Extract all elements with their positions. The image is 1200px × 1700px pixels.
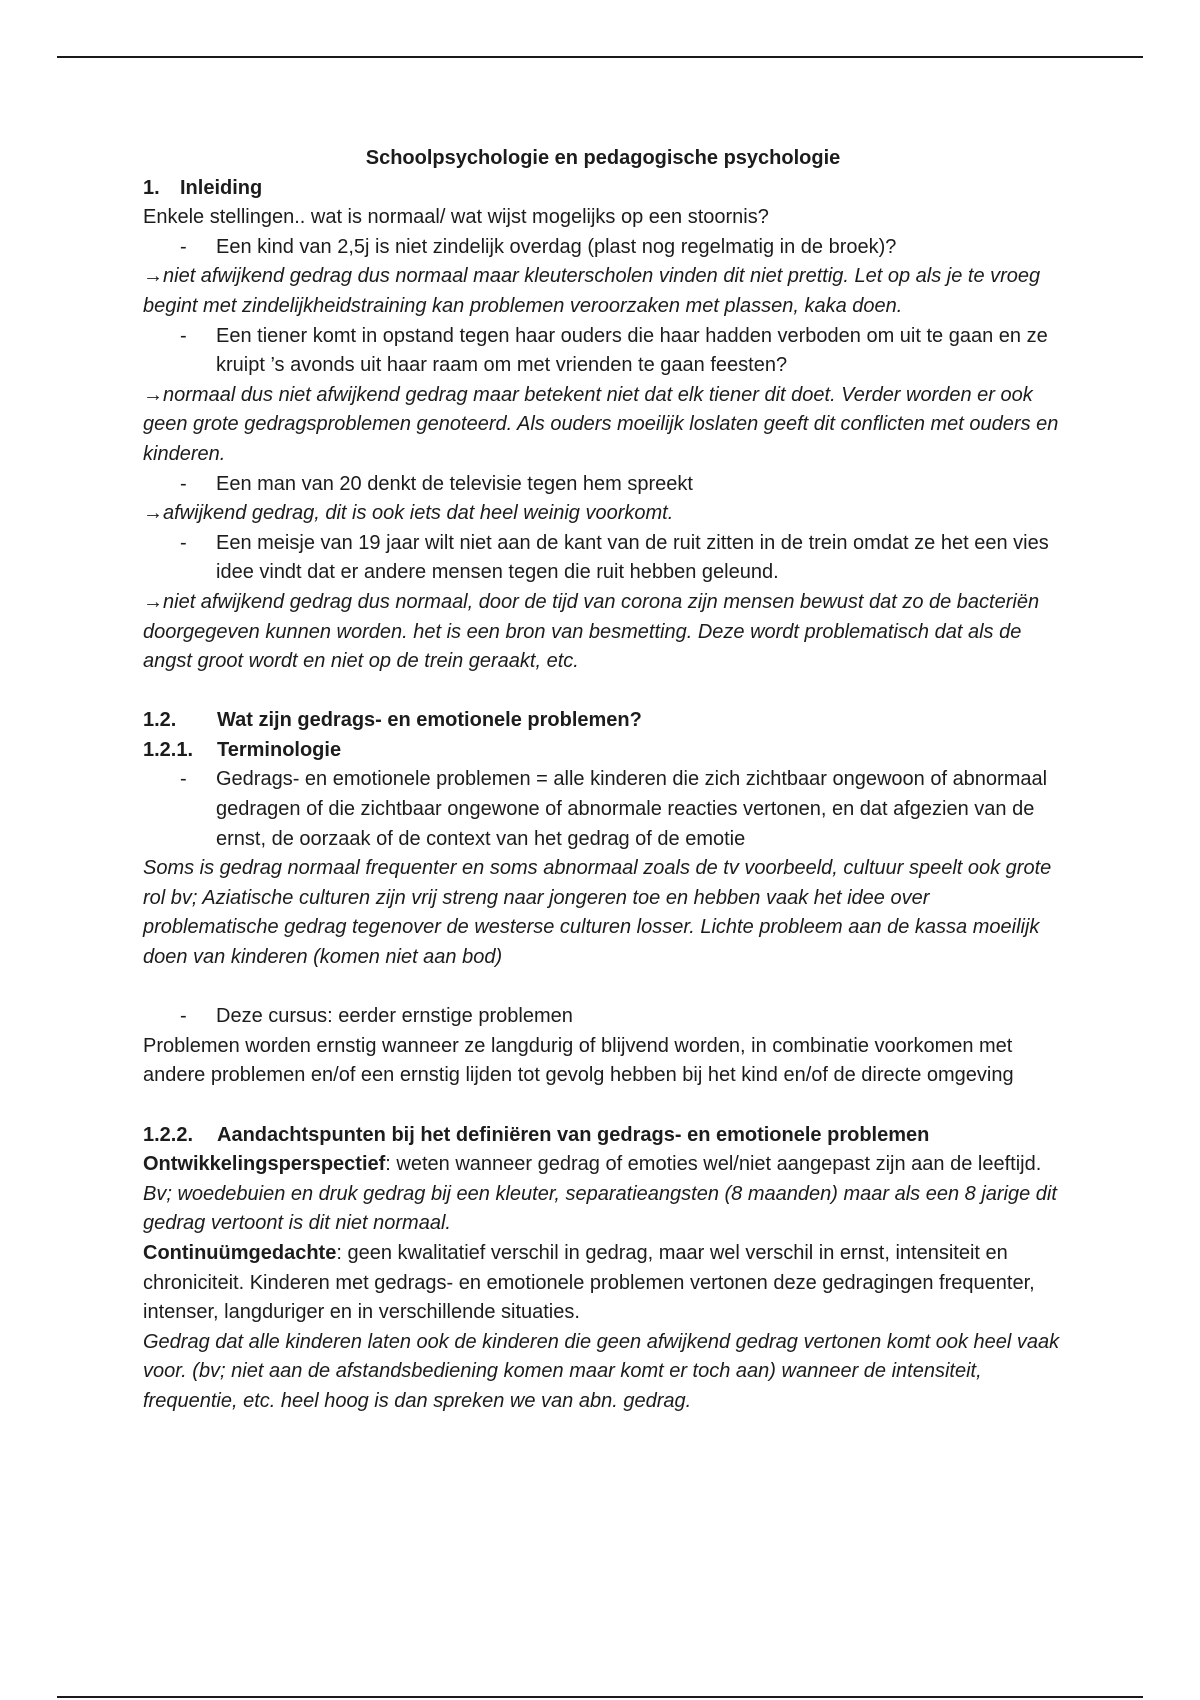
course-text: Deze cursus: eerder ernstige problemen [216, 1005, 573, 1028]
heading-label: Wat zijn gedrags- en emotionele problemen? [217, 709, 642, 732]
bullet-dash: - [180, 472, 187, 495]
bullet-dash: - [180, 1005, 187, 1028]
document-page [143, 144, 1063, 1417]
term-bold: Ontwikkelingsperspectief [143, 1153, 386, 1176]
term-text: : geen kwalitatief verschil in gedrag, maar wel verschil in ernst, intensiteit en chroniciteit. Kinderen met gedrags- en emotionele problemen vertonen deze gedragingen frequenter, intenser, langduriger en in verschillende situaties. [143, 1241, 1035, 1324]
footer-rule [57, 1696, 1143, 1698]
heading-inleiding [143, 174, 1063, 204]
definition-bullet [143, 765, 1063, 854]
bullet-dash: - [180, 768, 187, 791]
arrow-icon: → [143, 590, 163, 613]
answer-text: afwijkend gedrag, dit is ook iets dat heel weinig voorkomt. [163, 502, 674, 525]
answer-text: normaal dus niet afwijkend gedrag maar betekent niet dat elk tiener dit doet. Verder worden er ook geen grote gedragsproblemen genoteerd. Als ouders moeilijk loslaten geeft dit conflicten met ouders en kinderen. [143, 383, 1059, 465]
statement-bullet-1 [143, 233, 1063, 263]
heading-number: 1. [143, 176, 160, 199]
spacer [143, 973, 1063, 1003]
bullet-dash: - [180, 235, 187, 258]
statement-bullet-2 [143, 322, 1063, 381]
answer-text: niet afwijkend gedrag dus normaal, door de tijd van corona zijn mensen bewust dat zo de bacteriën doorgegeven kunnen worden. het is een bron van besmetting. Deze wordt problematisch dat als de angst groot wordt en niet op de trein geraakt, etc. [143, 590, 1040, 673]
course-bullet [143, 1002, 1063, 1032]
answer-2 [143, 381, 1063, 470]
development-example: Bv; woedebuien en druk gedrag bij een kleuter, separatieangsten (8 maanden) maar als een 8 jarige dit gedrag vertoont is dit niet normaal. [143, 1182, 1057, 1235]
spacer [143, 677, 1063, 707]
answer-4 [143, 588, 1063, 677]
heading-gedragsproblemen [143, 706, 1063, 736]
arrow-icon: → [143, 383, 163, 406]
spacer [143, 1091, 1063, 1121]
header-rule [57, 56, 1143, 58]
bullet-dash: - [180, 531, 187, 554]
statement-bullet-4 [143, 529, 1063, 588]
terminology-note: Soms is gedrag normaal frequenter en soms abnormaal zoals de tv voorbeeld, cultuur speelt ook grote rol bv; Aziatische culturen zijn vrij streng naar jongeren toe en hebben vaak het idee over problematische gedrag tegenover de westerse culturen losser. Lichte probleem aan de kassa moeilijk doen van kinderen (komen niet aan bod) [143, 857, 1052, 969]
heading-number: 1.2.2. [143, 1123, 194, 1146]
continuum-example: Gedrag dat alle kinderen laten ook de kinderen die geen afwijkend gedrag vertonen komt ook heel vaak voor. (bv; niet aan de afstandsbediening komen maar komt er toch aan) wanneer de intensiteit, frequentie, etc. heel hoog is dan spreken we van abn. gedrag. [143, 1330, 1060, 1412]
serious-problems-paragraph: Problemen worden ernstig wanneer ze langdurig of blijvend worden, in combinatie voorkomen met andere problemen en/of een ernstig lijden tot gevolg hebben bij het kind en/of de directe omgeving [143, 1034, 1014, 1087]
heading-aandachtspunten [143, 1121, 1063, 1151]
heading-terminologie [143, 736, 1063, 766]
heading-label: Aandachtspunten bij het definiëren van gedrags- en emotionele problemen [217, 1123, 930, 1146]
heading-number: 1.2.1. [143, 738, 194, 761]
arrow-icon: → [143, 265, 163, 288]
answer-text: niet afwijkend gedrag dus normaal maar kleuterscholen vinden dit niet prettig. Let op als je te vroeg begint met zindelijkheidstraining kan problemen veroorzaken met plassen, kaka doen. [143, 265, 1041, 317]
answer-1 [143, 262, 1063, 321]
statement-bullet-3 [143, 470, 1063, 500]
heading-number: 1.2. [143, 709, 177, 732]
document-title: Schoolpsychologie en pedagogische psychologie [365, 147, 841, 169]
term-bold: Continuümgedachte [143, 1241, 337, 1264]
statement-text: Een tiener komt in opstand tegen haar ouders die haar hadden verboden om uit te gaan en ze kruipt ’s avonds uit haar raam om met vrienden te gaan feesten? [216, 324, 1048, 377]
development-perspective [143, 1150, 1063, 1180]
definition-text: Gedrags- en emotionele problemen = alle kinderen die zich zichtbaar ongewoon of abnormaal gedragen of die zichtbaar ongewone of abnormale reacties vertonen, en dat afgezien van de ernst, de oorzaak of de context van het gedrag of de emotie [216, 768, 1048, 850]
bullet-dash: - [180, 324, 187, 347]
statement-text: Een meisje van 19 jaar wilt niet aan de kant van de ruit zitten in de trein omdat ze het een vies idee vindt dat er andere mensen tegen die ruit hebben geleund. [216, 531, 1049, 584]
intro-paragraph: Enkele stellingen.. wat is normaal/ wat wijst mogelijks op een stoornis? [143, 206, 769, 229]
continuum-thought [143, 1239, 1063, 1328]
statement-text: Een man van 20 denkt de televisie tegen hem spreekt [216, 472, 693, 495]
statement-text: Een kind van 2,5j is niet zindelijk overdag (plast nog regelmatig in de broek)? [216, 235, 897, 258]
term-text: : weten wanneer gedrag of emoties wel/niet aangepast zijn aan de leeftijd. [385, 1153, 1042, 1176]
heading-label: Terminologie [217, 738, 342, 761]
answer-3 [143, 499, 1063, 529]
arrow-icon: → [143, 502, 163, 525]
heading-label: Inleiding [180, 176, 263, 199]
